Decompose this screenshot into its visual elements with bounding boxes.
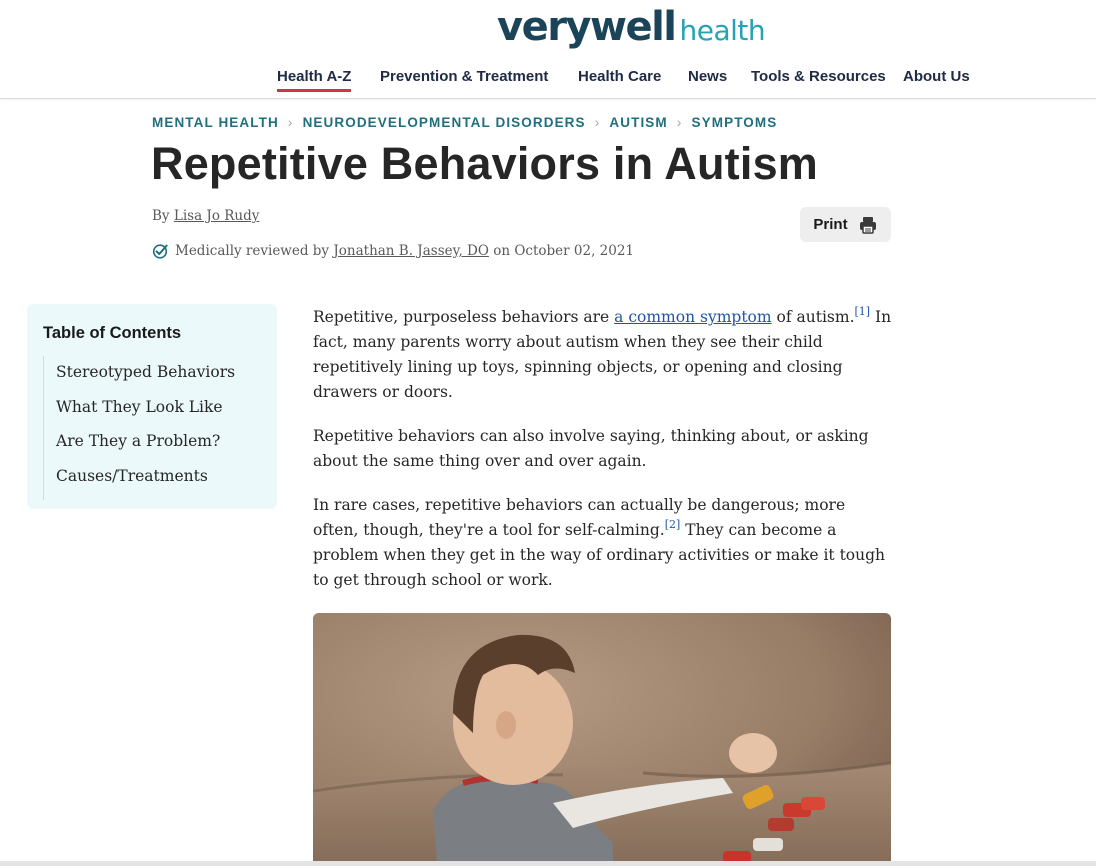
breadcrumb-neurodevelopmental-disorders[interactable]: NEURODEVELOPMENTAL DISORDERS [302, 114, 586, 130]
logo-wordmark-health: health [679, 14, 766, 47]
paragraph-text: In rare cases, repetitive behaviors can actually be dangerous; more often, though, they're a tool for self-calming. [313, 496, 846, 539]
chevron-right-icon: › [676, 114, 683, 130]
nav-news[interactable]: News [688, 68, 728, 85]
toc-item-stereotyped-behaviors[interactable]: Stereotyped Behaviors [56, 363, 236, 381]
citation-1[interactable]: [1] [854, 305, 871, 318]
toc-item-what-they-look-like[interactable]: What They Look Like [56, 397, 223, 416]
table-of-contents [27, 304, 277, 509]
chevron-right-icon: › [287, 114, 294, 130]
scroll-edge [0, 861, 1096, 866]
review-date: on October 02, 2021 [493, 243, 635, 259]
nav-prevention-treatment[interactable]: Prevention & Treatment [380, 68, 549, 85]
article-body [313, 305, 893, 612]
review-prefix: Medically reviewed by [175, 243, 330, 259]
author-link[interactable]: Lisa Jo Rudy [173, 208, 260, 224]
reviewer-link[interactable]: Jonathan B. Jassey, DO [333, 243, 489, 259]
verified-check-icon [152, 243, 168, 259]
page-title: Repetitive Behaviors in Autism [151, 138, 819, 189]
paragraph-1 [313, 305, 893, 405]
chevron-right-icon: › [594, 114, 601, 130]
printer-icon [858, 215, 878, 235]
print-label: Print [813, 216, 848, 233]
breadcrumb-autism[interactable]: AUTISM [609, 114, 668, 130]
paragraph-text: of autism. [776, 308, 855, 326]
paragraph-2: Repetitive behaviors can also involve saying, thinking about, or asking about the same thing over and over again. [313, 427, 869, 470]
breadcrumb-symptoms[interactable]: SYMPTOMS [691, 114, 778, 130]
citation-2[interactable]: [2] [664, 518, 681, 531]
paragraph-text: They can become a problem when they get in the way of ordinary activities or make it tough to get through school or work. [313, 521, 886, 589]
toc-item-causes-treatments[interactable]: Causes/Treatments [56, 466, 208, 485]
nav-health-care[interactable]: Health Care [578, 68, 662, 85]
paragraph-text: Repetitive, purposeless behaviors are [313, 308, 610, 326]
paragraph-text: In fact, many parents worry about autism when they see their child repetitively lining up toys, spinning objects, or opening and closing drawers or doors. [313, 308, 892, 401]
toc-item-are-they-a-problem[interactable]: Are They a Problem? [56, 432, 221, 450]
main-nav [0, 67, 1096, 93]
article-photo-child-lining-up-toy-cars [313, 613, 891, 866]
common-symptom-link[interactable]: a common symptom [614, 308, 772, 326]
byline-prefix: By [152, 208, 170, 224]
site-logo[interactable] [497, 4, 765, 54]
toc-list [43, 356, 263, 500]
toc-title: Table of Contents [43, 324, 182, 342]
nav-health-a-z[interactable]: Health A-Z [277, 67, 351, 92]
breadcrumb-mental-health[interactable]: MENTAL HEALTH [152, 114, 279, 130]
site-header [0, 0, 1096, 99]
paragraph-3 [313, 493, 893, 593]
print-button[interactable] [800, 207, 891, 242]
byline [152, 208, 259, 224]
logo-wordmark-verywell: verywell [497, 4, 676, 50]
nav-tools-resources[interactable]: Tools & Resources [751, 68, 886, 85]
breadcrumb [152, 114, 777, 130]
nav-about-us[interactable]: About Us [903, 68, 970, 85]
medical-review [152, 243, 634, 259]
